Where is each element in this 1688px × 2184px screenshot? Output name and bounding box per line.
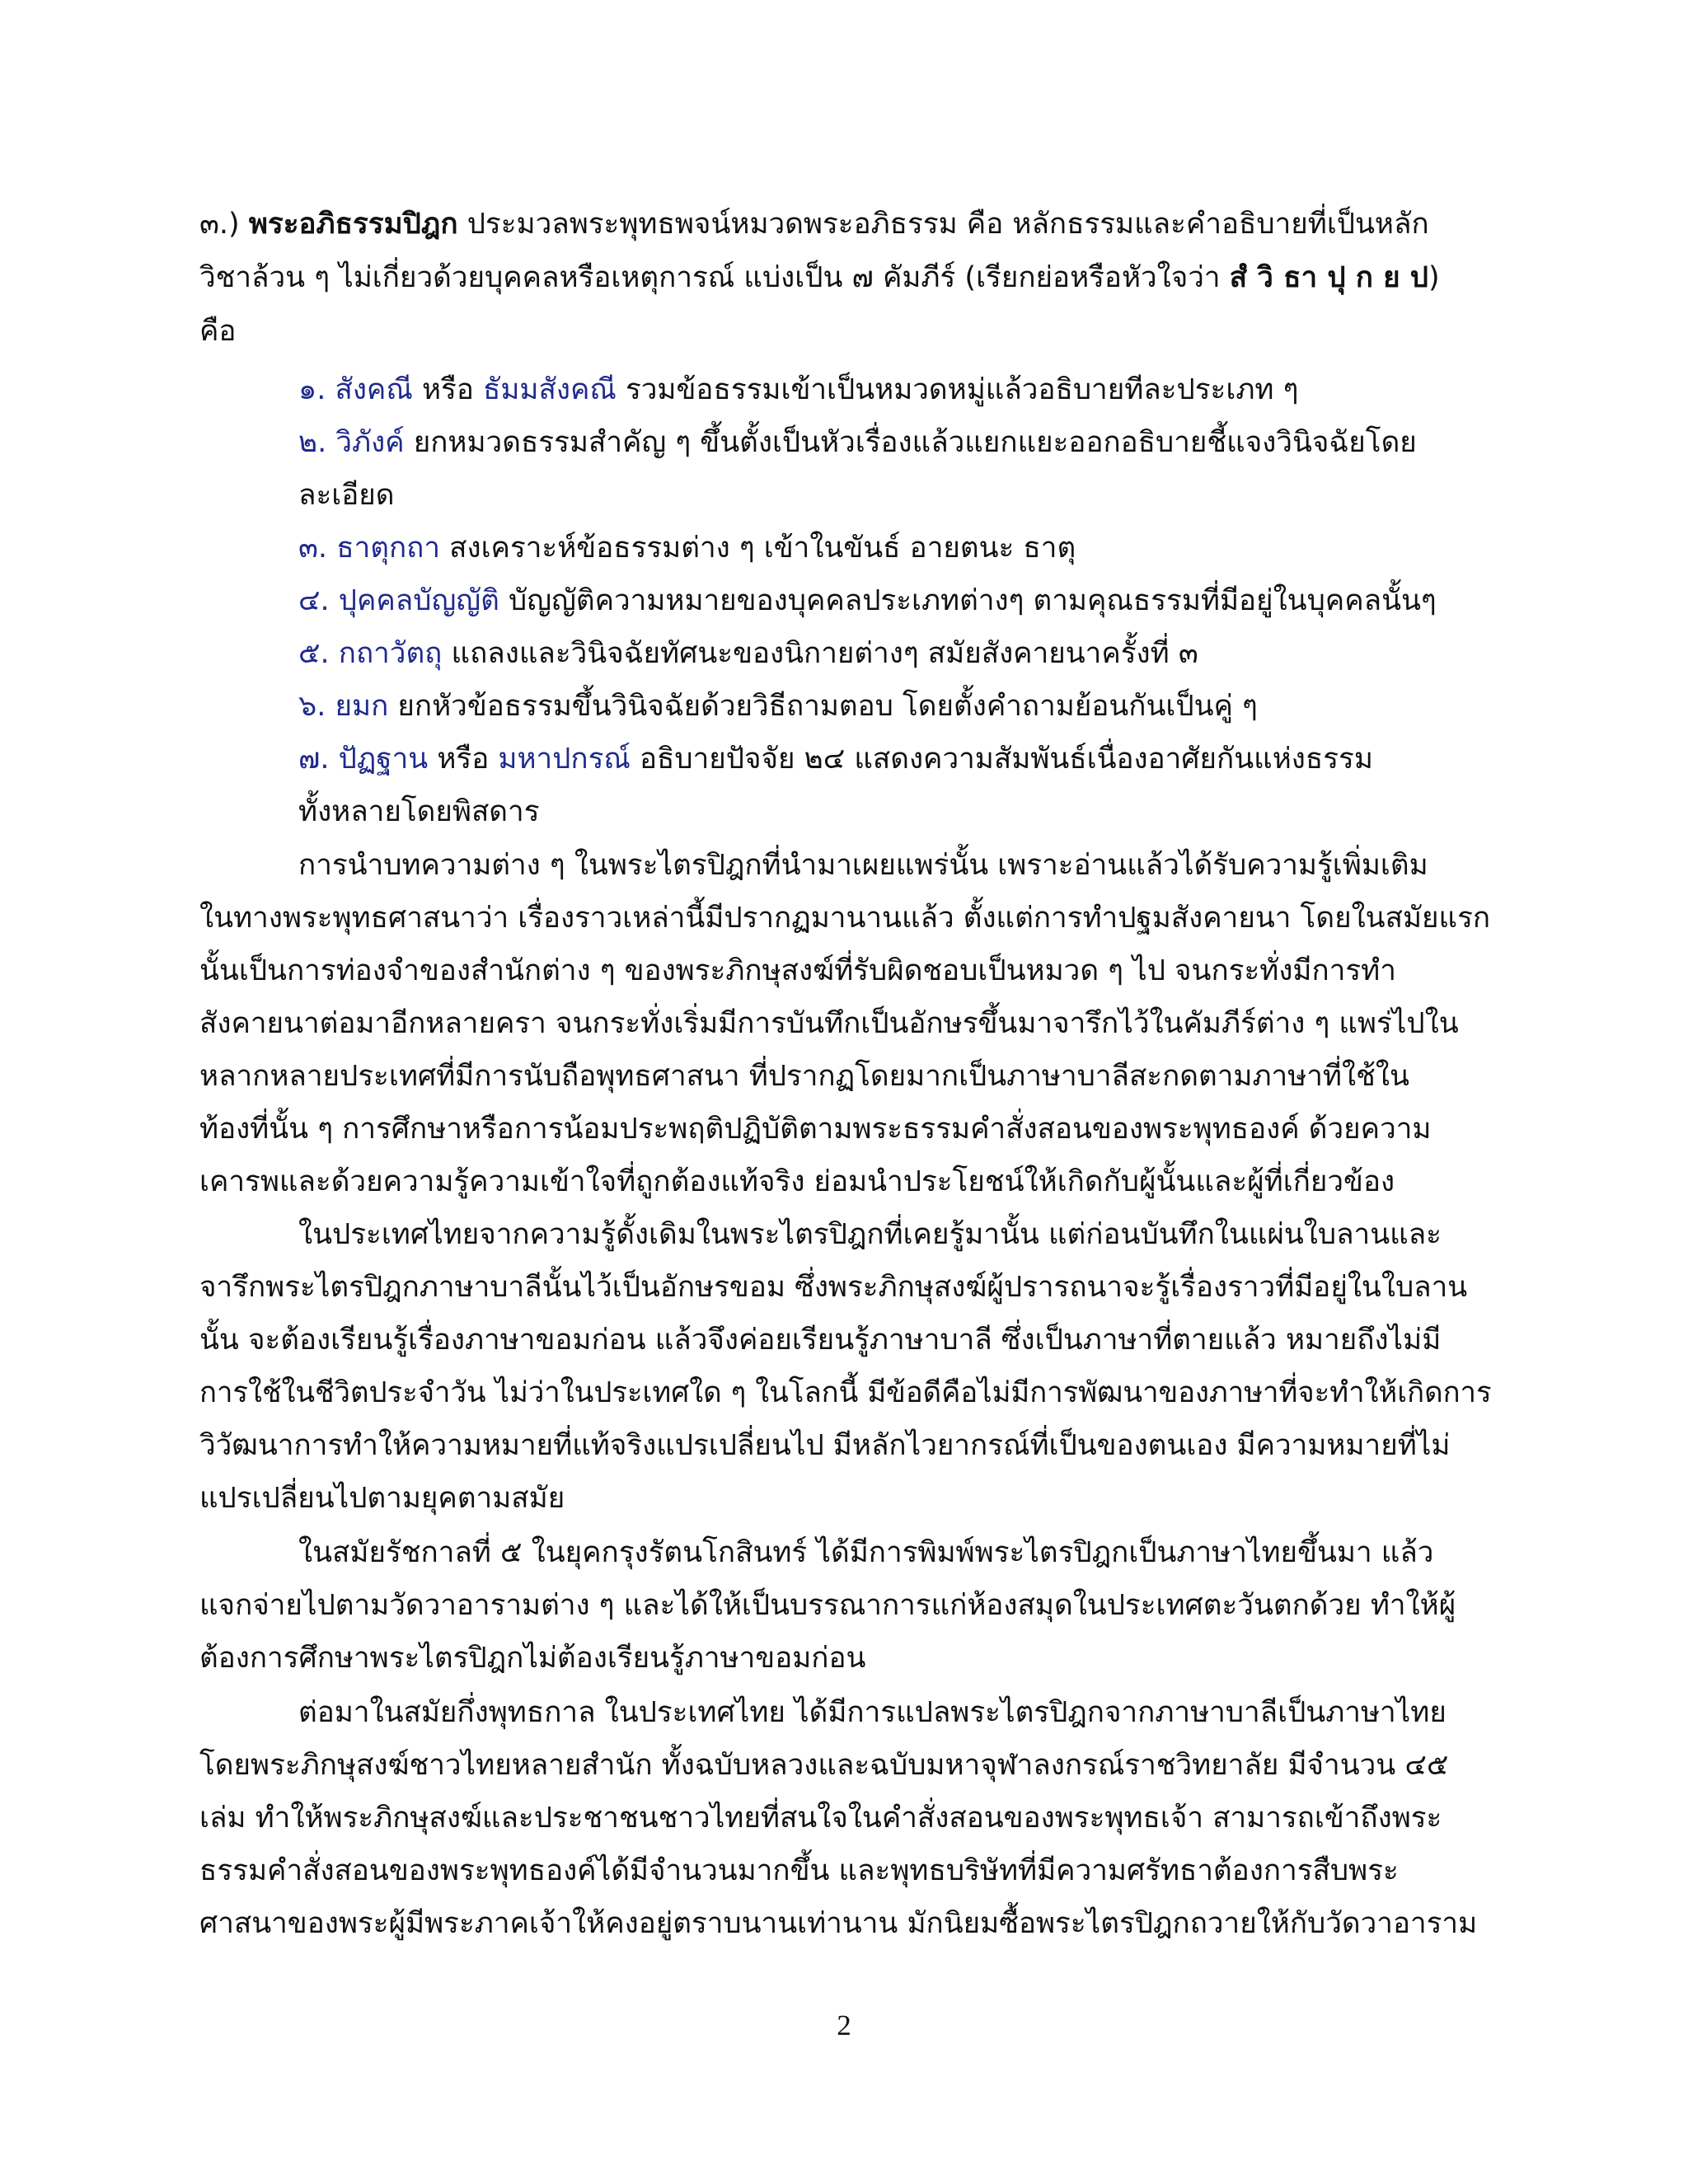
paragraph-line: วิวัฒนาการทำให้ความหมายที่แท้จริงแปรเปลี่ยนไป มีหลักไวยากรณ์ที่เป็นของตนเอง มีความหมายที่ไม่	[199, 1429, 1451, 1462]
paragraph-line: จารึกพระไตรปิฎกภาษาบาลีนั้นไว้เป็นอักษรขอม ซึ่งพระภิกษุสงฆ์ผู้ปรารถนาจะรู้เรื่องราวที่มีอยู่ในใบลาน	[199, 1271, 1468, 1304]
book-number: ๔.	[298, 584, 330, 617]
section-text: วิชาล้วน ๆ ไม่เกี่ยวด้วยบุคคลหรือเหตุการณ์ แบ่งเป็น ๗ คัมภีร์ (เรียกย่อหรือหัวใจว่า	[199, 261, 1221, 294]
book-number: ๑.	[298, 373, 326, 406]
paragraph-line: หลากหลายประเทศที่มีการนับถือพุทธศาสนา ที่ปรากฏโดยมากเป็นภาษาบาลีสะกดตามภาษาที่ใช้ใน	[199, 1060, 1409, 1093]
book-alt-name: ธัมมสังคณี	[483, 373, 617, 406]
section-text: ประมวลพระพุทธพจน์หมวดพระอภิธรรม คือ หลักธรรมและคำอธิบายที่เป็นหลัก	[467, 208, 1429, 241]
paragraph-line: ในสมัยรัชกาลที่ ๕ ในยุคกรุงรัตนโกสินทร์ ได้มีการพิมพ์พระไตรปิฎกเป็นภาษาไทยขึ้นมา แล้ว	[298, 1536, 1434, 1569]
list-item-continuation	[298, 785, 540, 838]
section-text-line	[199, 305, 236, 358]
paragraph-line: สังคายนาต่อมาอีกหลายครา จนกระทั่งเริ่มมีการบันทึกเป็นอักษรขึ้นมาจารึกไว้ในคัมภีร์ต่าง ๆ แพร่ไปใน	[199, 1007, 1459, 1040]
book-description: รวมข้อธรรมเข้าเป็นหมวดหมู่แล้วอธิบายทีละประเภท ๆ	[625, 373, 1299, 406]
list-item-continuation	[298, 469, 394, 522]
paragraph-line: เคารพและด้วยความรู้ความเข้าใจที่ถูกต้องแท้จริง ย่อมนำประโยชน์ให้เกิดกับผู้นั้นและผู้ที่เกี่ยวข้อง	[199, 1165, 1395, 1198]
paragraph-line: การใช้ในชีวิตประจำวัน ไม่ว่าในประเทศใด ๆ ในโลกนี้ มีข้อดีคือไม่มีการพัฒนาของภาษาที่จะทำให้เกิดการ	[199, 1376, 1492, 1409]
page-number: 2	[837, 2009, 851, 2041]
list-item	[298, 363, 1298, 416]
paragraph-line: ต่อมาในสมัยกึ่งพุทธกาล ในประเทศไทย ได้มีการแปลพระไตรปิฎกจากภาษาบาลีเป็นภาษาไทย	[298, 1696, 1447, 1729]
list-item	[298, 416, 1417, 469]
section-text: คือ	[199, 315, 237, 348]
paragraph-line: ต้องการศึกษาพระไตรปิฎกไม่ต้องเรียนรู้ภาษาขอมก่อน	[199, 1642, 866, 1675]
book-name: กถาวัตถุ	[338, 637, 443, 670]
section-text: )	[1428, 261, 1440, 294]
book-connector: หรือ	[437, 743, 490, 776]
book-number: ๖.	[298, 690, 326, 723]
list-item	[298, 733, 1373, 785]
paragraph-line: นั้น จะต้องเรียนรู้เรื่องภาษาขอมก่อน แล้วจึงค่อยเรียนรู้ภาษาบาลี ซึ่งเป็นภาษาที่ตายแล้ว หมายถึงไม่มี	[199, 1324, 1442, 1357]
book-name: ปุคคลบัญญัติ	[338, 584, 499, 617]
paragraph-line: แจกจ่ายไปตามวัดวาอารามต่าง ๆ และได้ให้เป็นบรรณาการแก่ห้องสมุดในประเทศตะวันตกด้วย ทำให้ผู้	[199, 1589, 1456, 1622]
book-description: อธิบายปัจจัย ๒๔ แสดงความสัมพันธ์เนื่องอาศัยกันแห่งธรรม	[640, 743, 1373, 776]
list-item	[298, 680, 1258, 733]
paragraph-line: ท้องที่นั้น ๆ การศึกษาหรือการน้อมประพฤติปฏิบัติตามพระธรรมคำสั่งสอนของพระพุทธองค์ ด้วยความ	[199, 1113, 1432, 1146]
book-name: สังคณี	[335, 373, 413, 406]
book-name: ธาตุกถา	[336, 532, 440, 565]
paragraph-line: นั้นเป็นการท่องจำของสำนักต่าง ๆ ของพระภิกษุสงฆ์ที่รับผิดชอบเป็นหมวด ๆ ไป จนกระทั่งมีการทำ	[199, 954, 1396, 987]
book-alt-name: มหาปกรณ์	[498, 743, 631, 776]
book-description: ทั้งหลายโดยพิสดาร	[298, 795, 540, 828]
paragraph-line: ในทางพระพุทธศาสนาว่า เรื่องราวเหล่านี้มีปรากฏมานานแล้ว ตั้งแต่การทำปฐมสังคายนา โดยในสมัยแรก	[199, 902, 1491, 935]
book-connector: หรือ	[421, 373, 474, 406]
mnemonic: สํ วิ ธา ปุ ก ย ป	[1229, 261, 1429, 294]
book-name: ปัฏฐาน	[338, 743, 429, 776]
list-item	[298, 574, 1437, 627]
paragraph-line: ธรรมคำสั่งสอนของพระพุทธองค์ได้มีจำนวนมากขึ้น และพุทธบริษัทที่มีความศรัทธาต้องการสืบพระ	[199, 1854, 1399, 1887]
book-description: แถลงและวินิจฉัยทัศนะของนิกายต่างๆ สมัยสังคายนาครั้งที่ ๓	[451, 637, 1198, 670]
paragraph-line: ในประเทศไทยจากความรู้ดั้งเดิมในพระไตรปิฎกที่เคยรู้มานั้น แต่ก่อนบันทึกในแผ่นใบลานและ	[298, 1218, 1442, 1251]
section-title: พระอภิธรรมปิฎก	[248, 208, 458, 241]
paragraph-line: การนำบทความต่าง ๆ ในพระไตรปิฎกที่นำมาเผยแพร่นั้น เพราะอ่านแล้วได้รับความรู้เพิ่มเติม	[298, 849, 1428, 882]
list-item	[298, 522, 1076, 574]
paragraph-line: แปรเปลี่ยนไปตามยุคตามสมัย	[199, 1482, 565, 1515]
book-description: สงเคราะห์ข้อธรรมต่าง ๆ เข้าในขันธ์ อายตนะ ธาตุ	[449, 532, 1076, 565]
book-description: ละเอียด	[298, 479, 395, 512]
book-number: ๓.	[298, 532, 328, 565]
book-number: ๕.	[298, 637, 330, 670]
paragraph-line: โดยพระภิกษุสงฆ์ชาวไทยหลายสำนัก ทั้งฉบับหลวงและฉบับมหาจุฬาลงกรณ์ราชวิทยาลัย มีจำนวน ๔๕	[199, 1749, 1449, 1782]
book-description: ยกหัวข้อธรรมขึ้นวินิจฉัยด้วยวิธีถามตอบ โดยตั้งคำถามย้อนกันเป็นคู่ ๆ	[397, 690, 1258, 723]
paragraph-line: ศาสนาของพระผู้มีพระภาคเจ้าให้คงอยู่ตราบนานเท่านาน มักนิยมซื้อพระไตรปิฎกถวายให้กับวัดวาอาราม	[199, 1907, 1478, 1940]
section-number: ๓.)	[199, 208, 240, 241]
book-description: บัญญัติความหมายของบุคคลประเภทต่างๆ ตามคุณธรรมที่มีอยู่ในบุคคลนั้นๆ	[509, 584, 1437, 617]
book-number: ๒.	[298, 426, 327, 459]
section-text-line	[199, 251, 1440, 304]
book-description: ยกหมวดธรรมสำคัญ ๆ ขึ้นตั้งเป็นหัวเรื่องแล้วแยกแยะออกอธิบายชี้แจงวินิจฉัยโดย	[413, 426, 1417, 459]
book-name: ยมก	[335, 690, 389, 723]
book-name: วิภังค์	[335, 426, 405, 459]
list-item	[298, 627, 1198, 680]
section-heading-line	[199, 198, 1429, 251]
paragraph-line: เล่ม ทำให้พระภิกษุสงฆ์และประชาชนชาวไทยที่สนใจในคำสั่งสอนของพระพุทธเจ้า สามารถเข้าถึงพระ	[199, 1802, 1442, 1835]
book-number: ๗.	[298, 743, 330, 776]
